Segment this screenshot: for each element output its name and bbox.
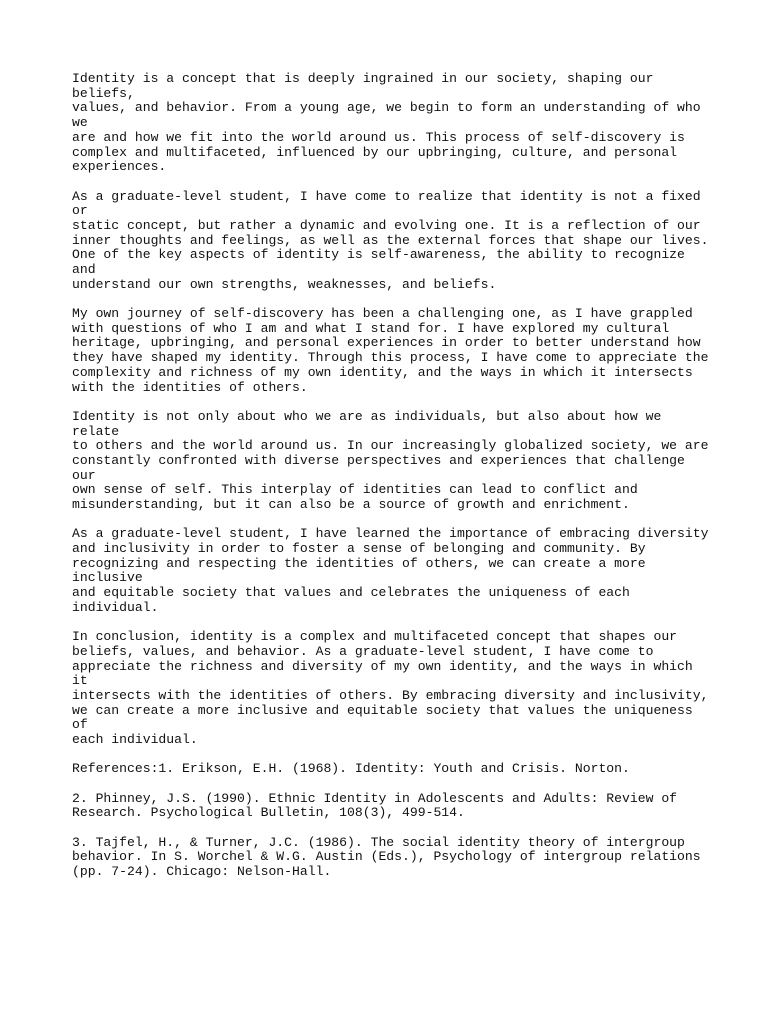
- reference-2: 2. Phinney, J.S. (1990). Ethnic Identity in Adolescents and Adults: Review of Research. Psychological Bulletin, 108(3), 499-514.: [72, 790, 678, 821]
- reference-3: 3. Tajfel, H., & Turner, J.C. (1986). The social identity theory of intergroup behavior. In S. Worchel & W.G. Austin (Eds.), Psychology of intergroup relations (pp. 7-24). Chicago: Nelson-Hall.: [72, 834, 701, 880]
- reference-1: References:1. Erikson, E.H. (1968). Identity: Youth and Crisis. Norton.: [72, 761, 630, 777]
- body-paragraph-5: As a graduate-level student, I have learned the importance of embracing diversity and inclusivity in order to foster a sense of belonging and community. By recognizing and respecting the identities of others, we can create a more inclusive and equitable society that values and celebrates the uniqueness of each individual.: [72, 526, 709, 615]
- body-paragraph-1: Identity is a concept that is deeply ingrained in our society, shaping our beliefs, values, and behavior. From a young age, we begin to form an understanding of who we are and how we fit into the world around us. This process of self-discovery is complex and multifaceted, influenced by our upbringing, culture, and personal experiences.: [72, 71, 701, 175]
- document-page: [72, 72, 712, 894]
- body-paragraph-6: In conclusion, identity is a complex and multifaceted concept that shapes our beliefs, values, and behavior. As a graduate-level student, I have come to appreciate the richness and diversity of my own identity, and the ways in which it intersects with the identities of others. By embracing diversity and inclusivity, we can create a more inclusive and equitable society that values the uniqueness of each individual.: [72, 629, 709, 748]
- body-paragraph-2: As a graduate-level student, I have come to realize that identity is not a fixed or static concept, but rather a dynamic and evolving one. It is a reflection of our inner thoughts and feelings, as well as the external forces that shape our lives. One of the key aspects of identity is self-awareness, the ability to recognize and understand our own strengths, weaknesses, and beliefs.: [72, 188, 709, 292]
- body-paragraph-3: My own journey of self-discovery has been a challenging one, as I have grappled with questions of who I am and what I stand for. I have explored my cultural heritage, upbringing, and personal experiences in order to better understand how they have shaped my identity. Through this process, I have come to appreciate the complexity and richness of my own identity, and the ways in which it intersects with the identities of others.: [72, 306, 709, 395]
- body-paragraph-4: Identity is not only about who we are as individuals, but also about how we relate to others and the world around us. In our increasingly globalized society, we are constantly confronted with diverse perspectives and experiences that challenge our own sense of self. This interplay of identities can lead to conflict and misunderstanding, but it can also be a source of growth and enrichment.: [72, 408, 709, 513]
